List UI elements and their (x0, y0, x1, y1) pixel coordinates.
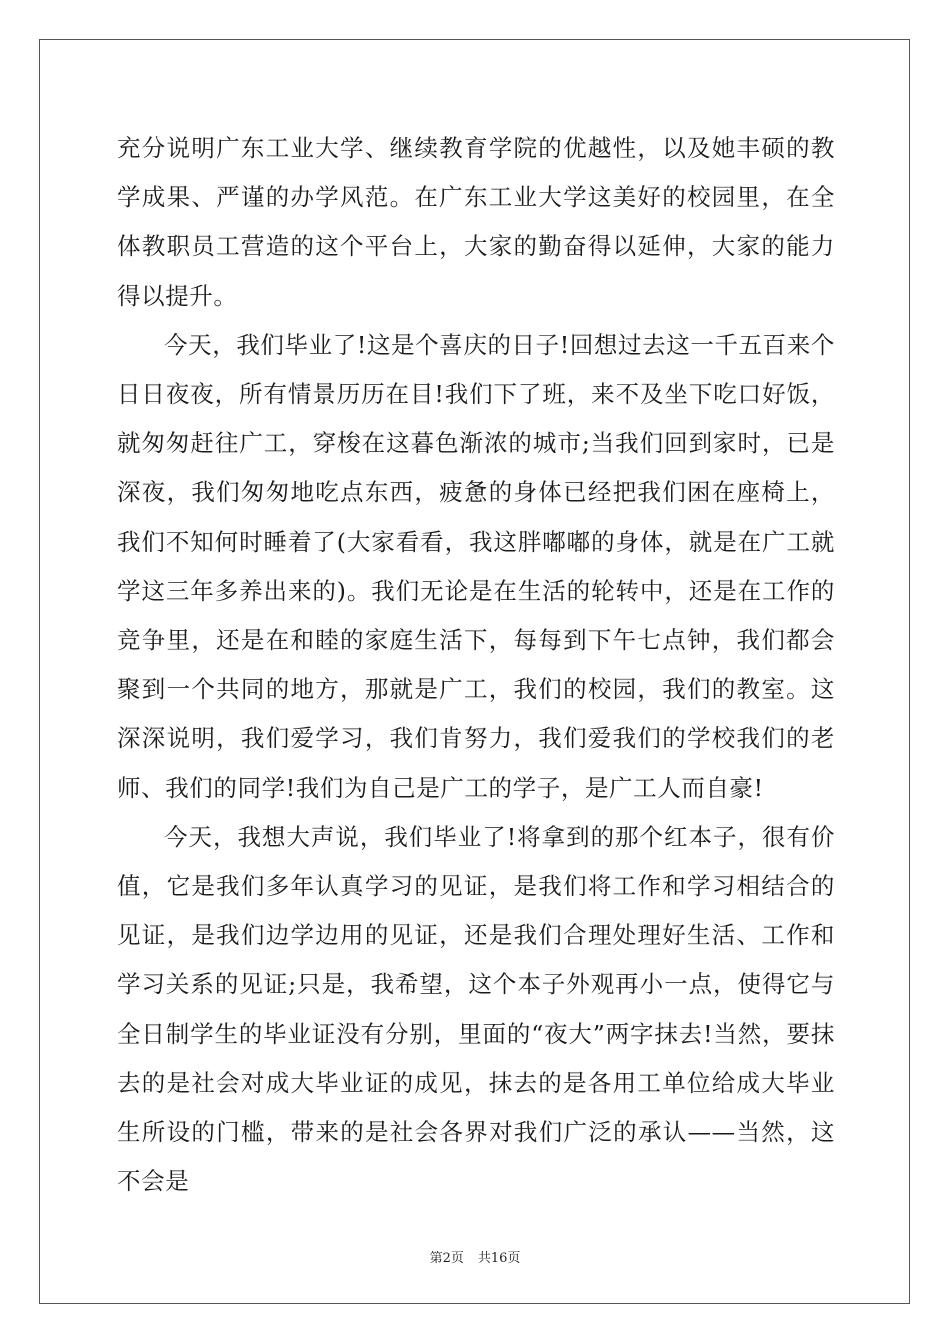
page-footer (0, 1247, 950, 1266)
document-body (117, 124, 835, 1206)
page-number: 第2页 (429, 1251, 464, 1266)
page-total: 共16页 (477, 1251, 521, 1266)
paragraph-1: 充分说明广东工业大学、继续教育学院的优越性，以及她丰硕的教学成果、严谨的办学风范。在广东工业大学这美好的校园里，在全体教职员工营造的这个平台上，大家的勤奋得以延伸，大家的能力得以提升。 (117, 134, 835, 310)
paragraph-2: 今天，我们毕业了!这是个喜庆的日子!回想过去这一千五百来个日日夜夜，所有情景历历在目!我们下了班，来不及坐下吃口好饭，就匆匆赶往广工，穿梭在这暮色渐浓的城市;当我们回到家时，已是深夜，我们匆匆地吃点东西，疲惫的身体已经把我们困在座椅上，我们不知何时睡着了(大家看看，我这胖嘟嘟的身体，就是在广工就学这三年多养出来的)。我们无论是在生活的轮转中，还是在工作的竞争里，还是在和睦的家庭生活下，每每到下午七点钟，我们都会聚到一个共同的地方，那就是广工，我们的校园，我们的教室。这深深说明，我们爱学习，我们肯努力，我们爱我们的学校我们的老师、我们的同学!我们为自己是广工的学子，是广工人而自豪! (117, 330, 835, 802)
paragraph-3: 今天，我想大声说，我们毕业了!将拿到的那个红本子，很有价值，它是我们多年认真学习的见证，是我们将工作和学习相结合的见证，是我们边学边用的见证，还是我们合理处理好生活、工作和学习关系的见证;只是，我希望，这个本子外观再小一点，使得它与全日制学生的毕业证没有分别，里面的“夜大”两字抹去!当然，要抹去的是社会对成大毕业证的成见，抹去的是各用工单位给成大毕业生所设的门槛，带来的是社会各界对我们广泛的承认——当然，这不会是 (117, 822, 835, 1196)
